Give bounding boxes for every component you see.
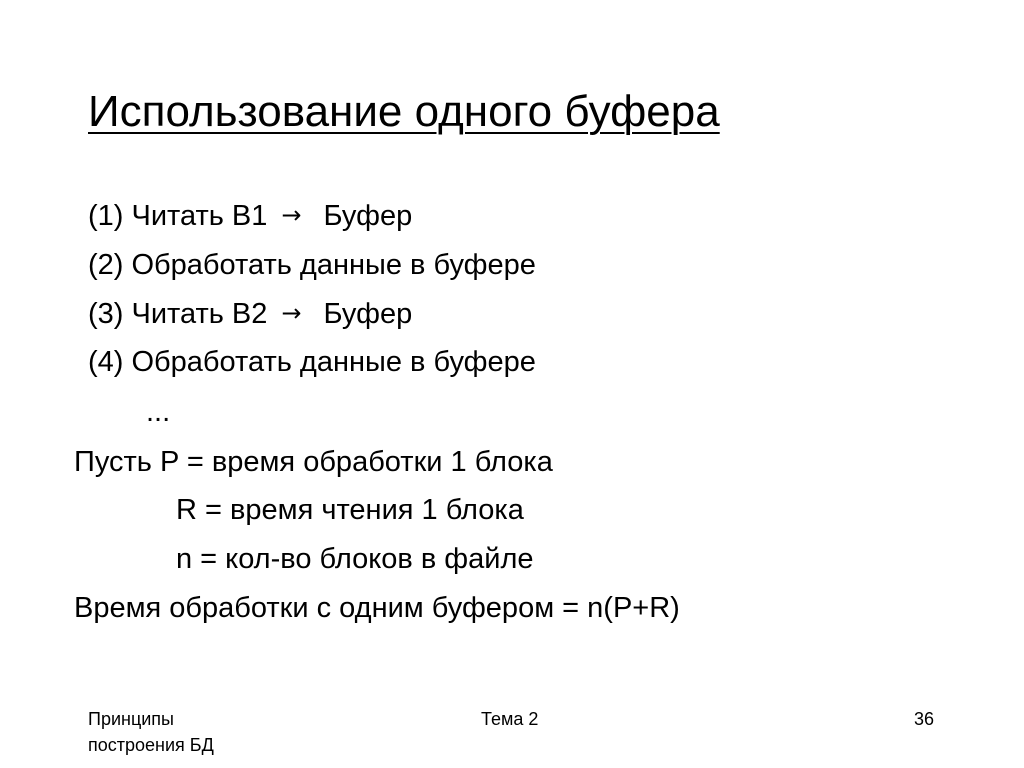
footer-topic: Тема 2: [481, 709, 539, 729]
step-2: (2) Обработать данные в буфере: [88, 249, 536, 281]
arrow-right-icon: →: [281, 299, 302, 327]
step-3: [88, 296, 412, 333]
step-1-text: (1) Читать B1: [88, 200, 268, 232]
definition-r: R = время чтения 1 блока: [176, 494, 524, 526]
definition-n: n = кол-во блоков в файле: [176, 543, 534, 575]
ellipsis: ...: [146, 396, 171, 428]
step-3-target: Буфер: [323, 298, 413, 330]
step-3-text: (3) Читать B2: [88, 298, 268, 330]
arrow-right-icon: →: [281, 201, 302, 229]
definition-p: Пусть P = время обработки 1 блока: [74, 446, 553, 478]
footer-course-line1: Принципы: [88, 709, 174, 729]
slide-title: Использование одного буфера: [88, 87, 720, 136]
page-number: 36: [914, 709, 935, 729]
result-formula: Время обработки с одним буфером = n(P+R): [74, 592, 680, 624]
footer-course: [88, 706, 214, 758]
step-1-target: Буфер: [323, 200, 413, 232]
footer-course-line2: построения БД: [88, 735, 214, 755]
step-1: [88, 198, 412, 235]
step-4: (4) Обработать данные в буфере: [88, 346, 536, 378]
